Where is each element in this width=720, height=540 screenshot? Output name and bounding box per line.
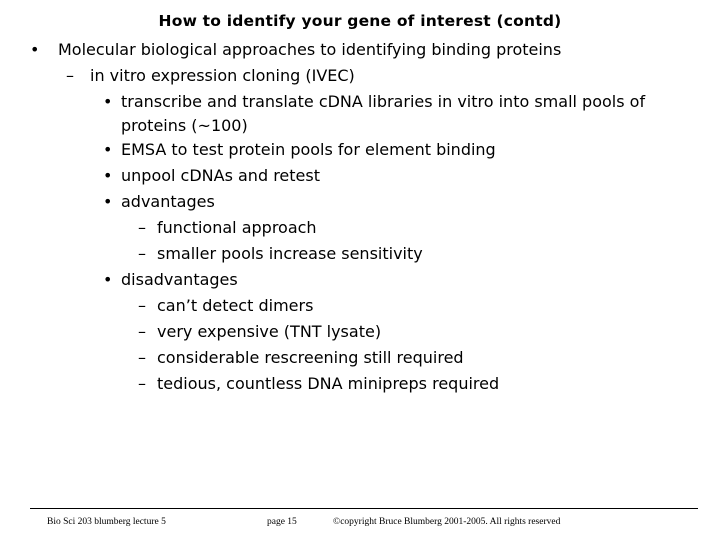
dash-marker: –: [66, 66, 74, 85]
footer-copyright: ©copyright Bruce Blumberg 2001-2005. All rights reserved: [333, 517, 561, 527]
dash-marker: –: [138, 244, 146, 263]
bullet-text: very expensive (TNT lysate): [157, 322, 382, 341]
bullet-text-continued: proteins (~100): [121, 116, 248, 135]
bullet-text: disadvantages: [121, 270, 238, 289]
bullet-text: EMSA to test protein pools for element binding: [121, 140, 496, 159]
bullet-marker: •: [103, 270, 113, 289]
bullet-text: Molecular biological approaches to identifying binding proteins: [58, 40, 562, 59]
bullet-text: unpool cDNAs and retest: [121, 166, 320, 185]
bullet-text: considerable rescreening still required: [157, 348, 464, 367]
bullet-text: advantages: [121, 192, 215, 211]
dash-marker: –: [138, 296, 146, 315]
bullet-text: functional approach: [157, 218, 317, 237]
dash-marker: –: [138, 218, 146, 237]
bullet-marker: •: [103, 140, 113, 159]
bullet-text: transcribe and translate cDNA libraries in vitro into small pools of: [121, 92, 646, 111]
bullet-text: in vitro expression cloning (IVEC): [90, 66, 355, 85]
bullet-text: can’t detect dimers: [157, 296, 314, 315]
dash-marker: –: [138, 348, 146, 367]
dash-marker: –: [138, 322, 146, 341]
footer-divider: [30, 508, 698, 509]
bullet-marker: •: [30, 40, 40, 59]
bullet-marker: •: [103, 92, 113, 111]
bullet-text: smaller pools increase sensitivity: [157, 244, 423, 263]
slide-title: How to identify your gene of interest (contd): [158, 12, 562, 30]
footer-course: Bio Sci 203 blumberg lecture 5: [47, 517, 166, 527]
bullet-marker: •: [103, 166, 113, 185]
dash-marker: –: [138, 374, 146, 393]
bullet-text: tedious, countless DNA minipreps required: [157, 374, 500, 393]
footer-page-number: page 15: [267, 517, 297, 527]
bullet-marker: •: [103, 192, 113, 211]
